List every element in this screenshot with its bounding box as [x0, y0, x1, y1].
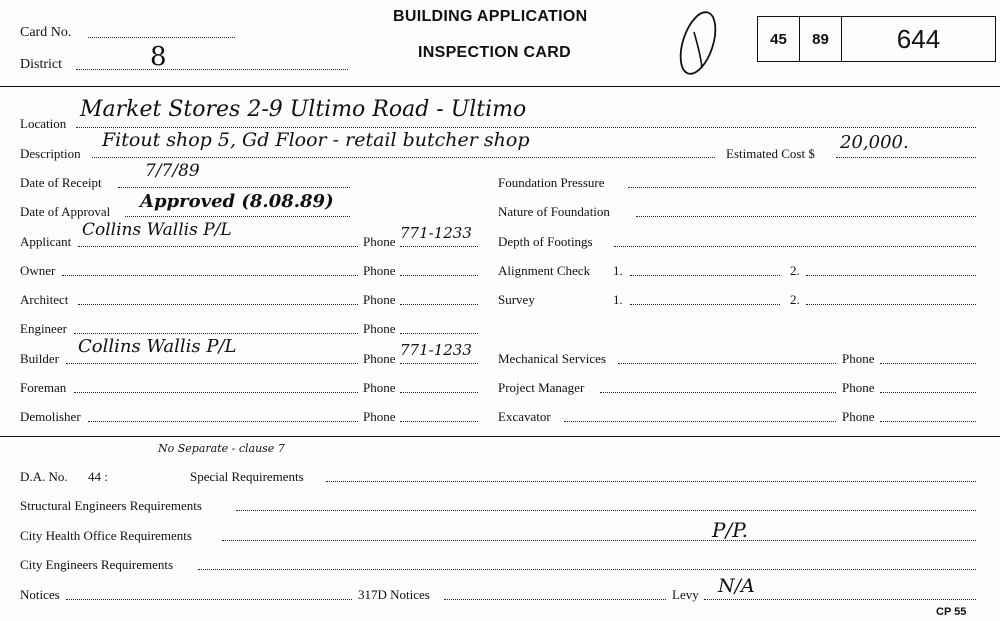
da-no-value: 44 : [88, 469, 108, 484]
builder-phone-value: 771-1233 [400, 341, 472, 359]
notices-line [66, 599, 352, 600]
foundation-pressure-label: Foundation Pressure [498, 175, 605, 190]
nature-foundation-label: Nature of Foundation [498, 204, 610, 219]
depth-footings-line [614, 246, 976, 247]
architect-phone-line [400, 304, 478, 305]
district-label: District [20, 57, 62, 72]
architect-label: Architect [20, 292, 69, 307]
foreman-line [74, 392, 358, 393]
mechanical-label: Mechanical Services [498, 351, 606, 366]
mechanical-phone-line [880, 363, 976, 364]
engineer-label: Engineer [20, 321, 67, 336]
circled-mark-icon [668, 6, 728, 80]
city-engineers-label: City Engineers Requirements [20, 557, 174, 572]
alignment-2-line [806, 275, 976, 276]
card-title-line1: BUILDING APPLICATION [393, 8, 588, 25]
depth-footings-label: Depth of Footings [498, 234, 593, 249]
city-engineers-line [198, 569, 976, 570]
health-line [222, 540, 976, 541]
demolisher-label: Demolisher [20, 409, 81, 424]
demolisher-line [88, 421, 358, 422]
demolisher-phone-label: Phone [363, 409, 396, 424]
alignment-label: Alignment Check [498, 263, 591, 278]
notices-317d-line [444, 599, 666, 600]
builder-label: Builder [20, 351, 59, 366]
district-value: 8 [150, 42, 167, 72]
project-manager-phone-line [880, 392, 976, 393]
location-label: Location [20, 116, 67, 131]
architect-line [78, 304, 358, 305]
date-approval-line [125, 216, 350, 217]
description-value: Fitout shop 5, Gd Floor - retail butcher shop [102, 129, 530, 151]
form-code: CP 55 [936, 606, 967, 618]
applicant-phone-line [400, 246, 478, 247]
project-manager-phone-label: Phone [842, 380, 875, 395]
levy-line [704, 599, 976, 600]
foundation-pressure-line [628, 187, 976, 188]
builder-line [66, 363, 358, 364]
foreman-label: Foreman [20, 380, 67, 395]
health-label: City Health Office Requirements [20, 528, 192, 543]
health-value: P/P. [712, 518, 748, 542]
estimated-cost-line [836, 157, 976, 158]
engineer-line [74, 333, 358, 334]
applicant-phone-value: 771-1233 [400, 224, 472, 242]
special-requirements-label: Special Requirements [190, 469, 304, 484]
survey-1-line [630, 304, 780, 305]
district-line [76, 69, 348, 70]
owner-phone-label: Phone [363, 263, 396, 278]
da-no-label: D.A. No. [20, 469, 68, 484]
project-manager-label: Project Manager [498, 380, 585, 395]
divider-top [0, 86, 1000, 87]
levy-label: Levy [672, 587, 699, 602]
notices-label: Notices [20, 587, 60, 602]
builder-phone-line [400, 363, 478, 364]
project-manager-line [600, 392, 836, 393]
alignment-2-label: 2. [790, 263, 800, 278]
survey-1-label: 1. [613, 292, 623, 307]
date-receipt-value: 7/7/89 [145, 161, 200, 181]
da-note-value: No Separate - clause 7 [158, 442, 285, 455]
mechanical-phone-label: Phone [842, 351, 875, 366]
date-receipt-label: Date of Receipt [20, 175, 102, 190]
mechanical-line [618, 363, 836, 364]
alignment-1-label: 1. [613, 263, 623, 278]
description-label: Description [20, 146, 81, 161]
excavator-phone-line [880, 421, 976, 422]
description-line [92, 157, 715, 158]
box-cell-1: 45 [758, 17, 800, 61]
survey-2-line [806, 304, 976, 305]
owner-phone-line [400, 275, 478, 276]
levy-value: N/A [718, 575, 755, 597]
structural-label: Structural Engineers Requirements [20, 498, 202, 513]
engineer-phone-label: Phone [363, 321, 396, 336]
card-no-line [88, 37, 235, 38]
demolisher-phone-line [400, 421, 478, 422]
foreman-phone-label: Phone [363, 380, 396, 395]
engineer-phone-line [400, 333, 478, 334]
survey-2-label: 2. [790, 292, 800, 307]
applicant-phone-label: Phone [363, 234, 396, 249]
applicant-line [78, 246, 358, 247]
special-requirements-line [326, 481, 976, 482]
excavator-phone-label: Phone [842, 409, 875, 424]
box-cell-2: 89 [800, 17, 842, 61]
estimated-cost-value: 20,000. [840, 132, 909, 153]
architect-phone-label: Phone [363, 292, 396, 307]
date-approval-value: Approved (8.08.89) [140, 191, 334, 212]
applicant-value: Collins Wallis P/L [82, 220, 232, 240]
notices-317d-label: 317D Notices [358, 587, 430, 602]
location-line [76, 127, 976, 128]
alignment-1-line [630, 275, 780, 276]
card-number-box [757, 16, 996, 62]
survey-label: Survey [498, 292, 535, 307]
applicant-label: Applicant [20, 234, 72, 249]
nature-foundation-line [636, 216, 976, 217]
builder-phone-label: Phone [363, 351, 396, 366]
box-number: 644 [896, 23, 941, 54]
excavator-line [564, 421, 836, 422]
date-approval-label: Date of Approval [20, 204, 111, 219]
builder-value: Collins Wallis P/L [78, 336, 237, 357]
date-receipt-line [118, 187, 350, 188]
owner-label: Owner [20, 263, 56, 278]
excavator-label: Excavator [498, 409, 551, 424]
card-no-label: Card No. [20, 25, 72, 40]
estimated-cost-label: Estimated Cost $ [726, 146, 815, 161]
structural-line [236, 510, 976, 511]
owner-line [62, 275, 358, 276]
location-value: Market Stores 2-9 Ultimo Road - Ultimo [80, 97, 527, 122]
foreman-phone-line [400, 392, 478, 393]
divider-middle [0, 436, 1000, 437]
card-title-line2: INSPECTION CARD [418, 44, 571, 61]
